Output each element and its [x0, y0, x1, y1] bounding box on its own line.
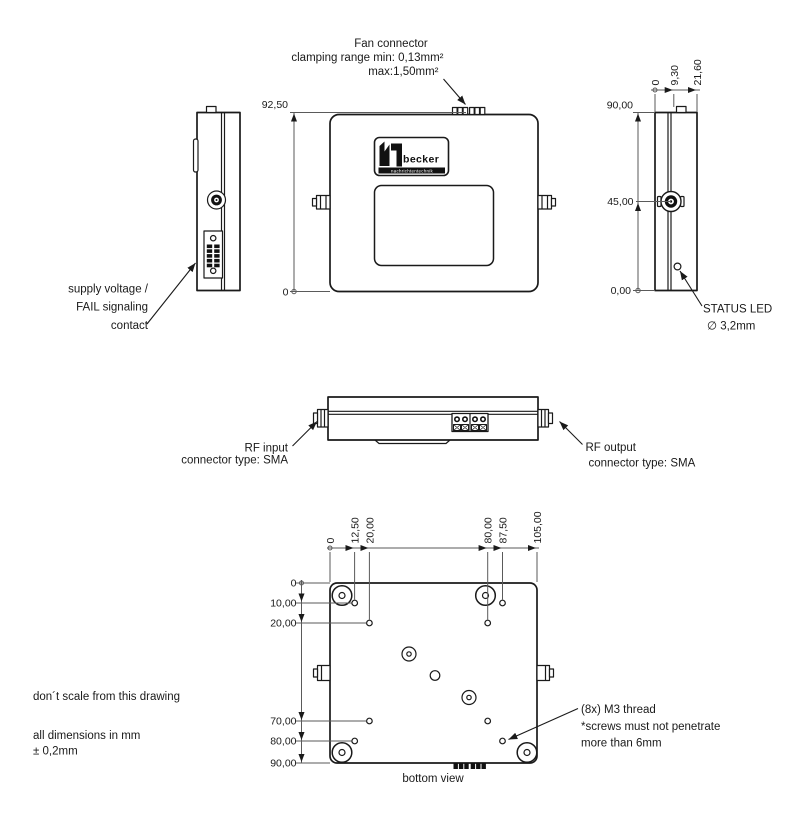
rf-output-line1: RF output	[585, 442, 636, 454]
dim-l2000: 20,00	[270, 617, 297, 630]
bottom-view-caption: bottom view	[402, 773, 464, 785]
status-led-line1: STATUS LED	[703, 303, 773, 316]
supply-label-line3: contact	[110, 320, 148, 332]
top-tab	[207, 107, 217, 113]
dim-right-930: 9,30	[668, 65, 681, 86]
fan-connector-top	[453, 108, 485, 115]
dim-b8750: 87,50	[497, 517, 510, 544]
sma-connector-left-top	[314, 410, 329, 428]
bottom-view	[270, 511, 720, 785]
fan-terminal-block	[452, 414, 488, 432]
dim-0: 0	[282, 286, 289, 299]
dim-l9000: 90,00	[270, 757, 297, 770]
side-view-left	[68, 107, 240, 333]
dim-90-00: 90,00	[606, 99, 633, 112]
supply-label-line1: supply voltage /	[68, 283, 148, 296]
dim-b1250: 12,50	[349, 517, 362, 544]
rf-input-label	[181, 443, 289, 467]
label-recess	[375, 186, 494, 266]
dim-45-00: 45,00	[607, 196, 634, 208]
top-tab-right	[677, 107, 687, 113]
logo-subtext: nachrichtentechnik	[390, 168, 434, 174]
fan-terminals-bottom	[454, 763, 486, 769]
dim-b8000: 80,00	[482, 517, 495, 544]
m3-line1: (8x) M3 thread	[581, 704, 656, 716]
supply-contact-block	[204, 231, 223, 278]
dim-l8000: 80,00	[270, 735, 297, 748]
side-bump	[194, 139, 199, 172]
dim-0-00: 0,00	[610, 285, 631, 297]
enclosure-top-outline	[328, 397, 538, 440]
dim-right-top	[650, 59, 704, 112]
fan-label-line1: Fan connector	[354, 38, 428, 50]
dim-right-0: 0	[650, 79, 662, 86]
fan-label-line2: clamping range min: 0,13mm²	[291, 52, 444, 64]
dim-b0: 0	[325, 537, 337, 544]
status-led-hole	[674, 263, 681, 270]
logo-name: becker	[403, 153, 440, 166]
top-view	[181, 397, 695, 470]
rf-input-line1: RF input	[244, 442, 288, 455]
dim-l0: 0	[290, 577, 297, 590]
becker-logo	[375, 138, 449, 176]
front-view	[262, 38, 556, 299]
supply-leader	[147, 263, 196, 324]
m3-line2: *screws must not penetrate	[581, 721, 721, 733]
status-led-label	[703, 304, 772, 333]
m3-note	[581, 704, 720, 750]
fan-leader	[444, 79, 466, 105]
side-view-right	[607, 59, 773, 332]
dim-b2000: 20,00	[364, 517, 377, 544]
supply-label	[68, 284, 149, 333]
rf-output-label	[586, 442, 696, 470]
sma-connector-right-front	[538, 196, 556, 210]
sma-connector-right-top	[538, 410, 553, 428]
dim-92-50: 92,50	[261, 99, 288, 111]
fan-connector-label	[291, 38, 443, 78]
rf-input-line2: connector type: SMA	[181, 454, 288, 467]
dc-connector	[208, 191, 226, 209]
sma-connector-right-bottom	[537, 666, 554, 681]
sma-connector-left-front	[313, 196, 331, 210]
dim-b10500: 105,00	[532, 511, 544, 544]
sma-connector-left-bottom	[314, 666, 331, 681]
note-tolerance: ± 0,2mm	[33, 745, 78, 758]
note-units: all dimensions in mm	[33, 730, 141, 742]
note-no-scale: don´t scale from this drawing	[33, 691, 181, 703]
status-led-line2: ∅ 3,2mm	[707, 320, 756, 333]
supply-label-line2: FAIL signaling	[76, 301, 148, 314]
rf-output-leader	[560, 422, 583, 445]
rf-output-line2: connector type: SMA	[588, 457, 696, 470]
rf-input-leader	[293, 422, 318, 447]
fan-label-line3: max:1,50mm²	[368, 66, 439, 78]
dim-right-2160: 21,60	[692, 59, 704, 86]
general-notes	[33, 691, 180, 758]
dim-l7000: 70,00	[270, 715, 297, 728]
m3-line3: more than 6mm	[581, 737, 662, 750]
dim-l1000: 10,00	[270, 597, 297, 610]
